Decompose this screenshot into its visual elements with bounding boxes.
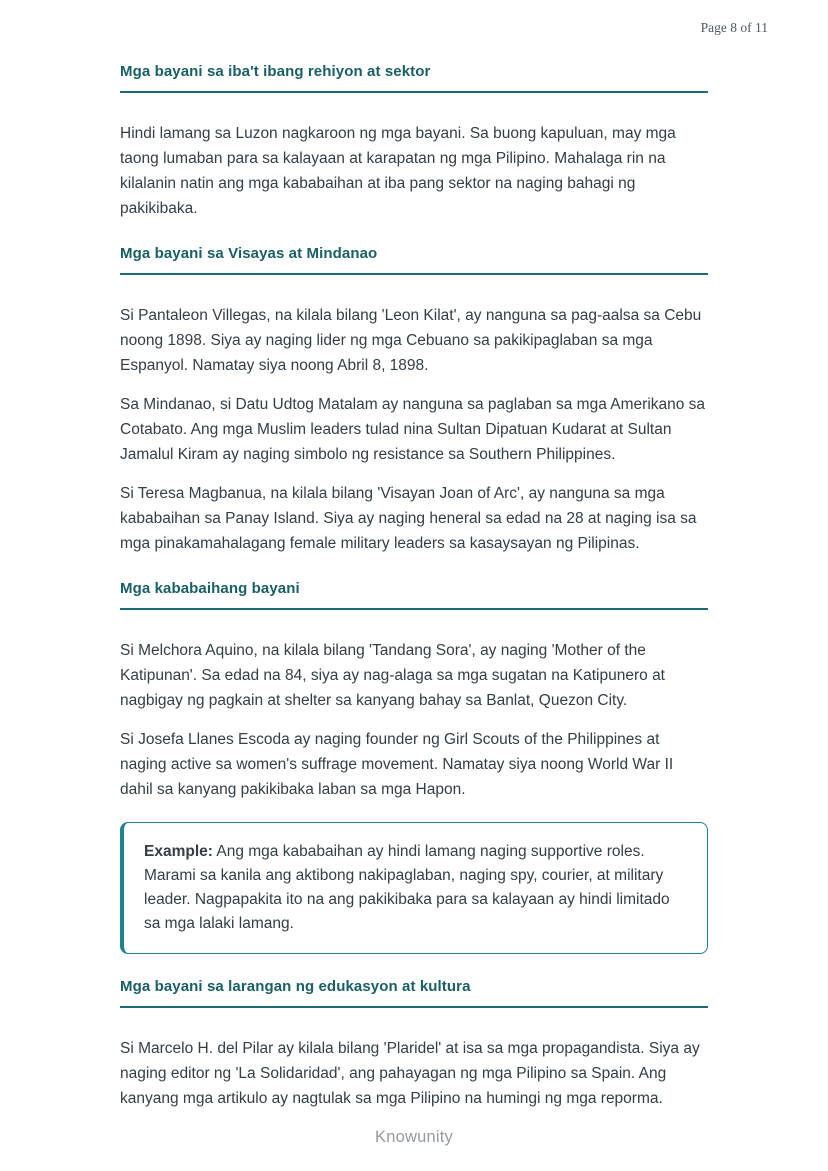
example-callout [120, 822, 708, 954]
section-heading-edukasyon-kultura: Mga bayani sa larangan ng edukasyon at kultura [120, 978, 708, 1008]
example-label: Example: [144, 843, 213, 860]
paragraph-melchora-aquino: Si Melchora Aquino, na kilala bilang 'Tandang Sora', ay naging 'Mother of the Katipunan'. Sa edad na 84, siya ay nag-alaga sa mga sugatan na Katipunero at nagbigay ng pagkain at shelter sa kanyang bahay sa Banlat, Quezon City. [120, 642, 665, 709]
section-heading-visayas-mindanao: Mga bayani sa Visayas at Mindanao [120, 245, 708, 275]
paragraph-intro: Hindi lamang sa Luzon nagkaroon ng mga bayani. Sa buong kapuluan, may mga taong lumaban para sa kalayaan at karapatan ng mga Pilipino. Mahalaga rin na kilalanin natin ang mga kababaihan at iba pang sektor na naging bahagi ng pakikibaka. [120, 125, 676, 217]
paragraph-mindanao-leaders: Sa Mindanao, si Datu Udtog Matalam ay nanguna sa paglaban sa mga Amerikano sa Cotabato. Ang mga Muslim leaders tulad nina Sultan Dipatuan Kudarat at Sultan Jamalul Kiram ay naging simbolo ng resistance sa Southern Philippines. [120, 396, 706, 463]
paragraph-teresa-magbanua: Si Teresa Magbanua, na kilala bilang 'Visayan Joan of Arc', ay nanguna sa mga kababaihan sa Panay Island. Siya ay naging heneral sa edad na 28 at naging isa sa mga pinakamahalagang female military leaders sa kasaysayan ng Pilipinas. [120, 485, 697, 552]
page-indicator: Page 8 of 11 [700, 20, 768, 35]
section-heading-rehiyon-at-sektor: Mga bayani sa iba't ibang rehiyon at sektor [120, 63, 708, 93]
example-paragraph [144, 840, 687, 936]
footer-brand: Knowunity [375, 1128, 453, 1146]
example-text: Ang mga kababaihan ay hindi lamang naging supportive roles. Marami sa kanila ang aktibong nakipaglaban, naging spy, courier, at military leader. Nagpapakita ito na ang pakikibaka para sa kalayaan ay hindi limitado sa mga lalaki lamang. [144, 843, 670, 932]
paragraph-josefa-escoda: Si Josefa Llanes Escoda ay naging founder ng Girl Scouts of the Philippines at naging active sa women's suffrage movement. Namatay siya noong World War II dahil sa kanyang pakikibaka laban sa mga Hapon. [120, 731, 674, 798]
paragraph-leon-kilat: Si Pantaleon Villegas, na kilala bilang 'Leon Kilat', ay nanguna sa pag-aalsa sa Cebu noong 1898. Siya ay naging lider ng mga Cebuano sa pakikipaglaban sa mga Espanyol. Namatay siya noong Abril 8, 1898. [120, 307, 702, 374]
document-content [120, 63, 708, 1125]
paragraph-marcelo-del-pilar: Si Marcelo H. del Pilar ay kilala bilang 'Plaridel' at isa sa mga propagandista. Siya ay naging editor ng 'La Solidaridad', ang pahayagan ng mga Pilipino sa Spain. Ang kanyang mga artikulo ay nagtulak sa mga Pilipino na humingi ng mga reporma. [120, 1040, 700, 1107]
section-heading-kababaihang-bayani: Mga kababaihang bayani [120, 580, 708, 610]
